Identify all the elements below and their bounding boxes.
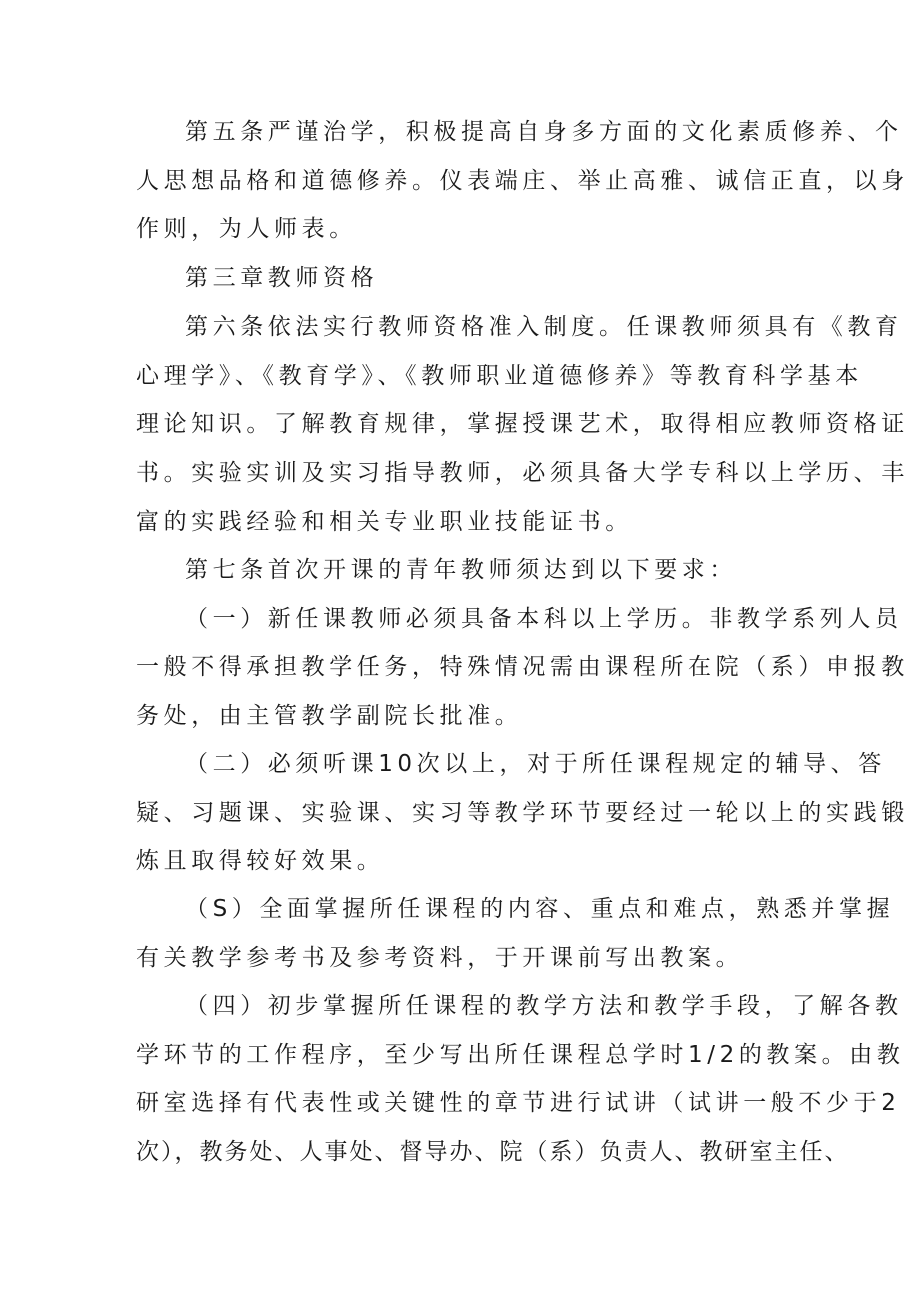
text-line: （一）新任课教师必须具备本科以上学历。非教学系列人员 [185,606,903,632]
text-line: 务处，由主管教学副院长批准。 [136,703,523,729]
chapter-heading: 第三章教师资格 [185,265,379,291]
text-line: 第五条严谨治学，积极提高自身多方面的文化素质修养、个 [185,119,903,145]
text-line: 学环节的工作程序，至少写出所任课程总学时1/2的教案。由教 [136,1042,905,1068]
text-line: （二）必须听课10次以上，对于所任课程规定的辅导、答 [185,751,886,777]
text-line: 作则，为人师表。 [136,216,357,242]
text-line: 疑、习题课、实验课、实习等教学环节要经过一轮以上的实践锻 [136,800,909,826]
text-line: 次），教务处、人事处、督导办、院（系）负责人、教研室主任、 [136,1139,850,1165]
text-line: 富的实践经验和相关专业职业技能证书。 [136,509,633,535]
text-line: 第七条首次开课的青年教师须达到以下要求： [185,557,737,583]
text-line: 理论知识。了解教育规律，掌握授课艺术，取得相应教师资格证 [136,411,909,437]
text-line: 有关教学参考书及参考资料，于开课前写出教案。 [136,945,744,971]
text-line: （四）初步掌握所任课程的教学方法和教学手段，了解各教 [185,993,903,1019]
text-line: 人思想品格和道德修养。仪表端庄、举止高雅、诚信正直，以身 [136,168,909,194]
text-line: 第六条依法实行教师资格准入制度。任课教师须具有《教育 [185,314,903,340]
text-line: 一般不得承担教学任务，特殊情况需由课程所在院（系）申报教 [136,654,909,680]
text-line: 书。实验实训及实习指导教师，必须具备大学专科以上学历、丰 [136,460,909,486]
text-line: 心理学》、《教育学》、《教师职业道德修养》等教育科学基本 [136,363,863,389]
text-line: （S）全面掌握所任课程的内容、重点和难点，熟悉并掌握 [185,896,895,922]
text-line: 炼且取得较好效果。 [136,848,385,874]
text-line: 研室选择有代表性或关键性的章节进行试讲（试讲一般不少于2 [136,1090,901,1116]
